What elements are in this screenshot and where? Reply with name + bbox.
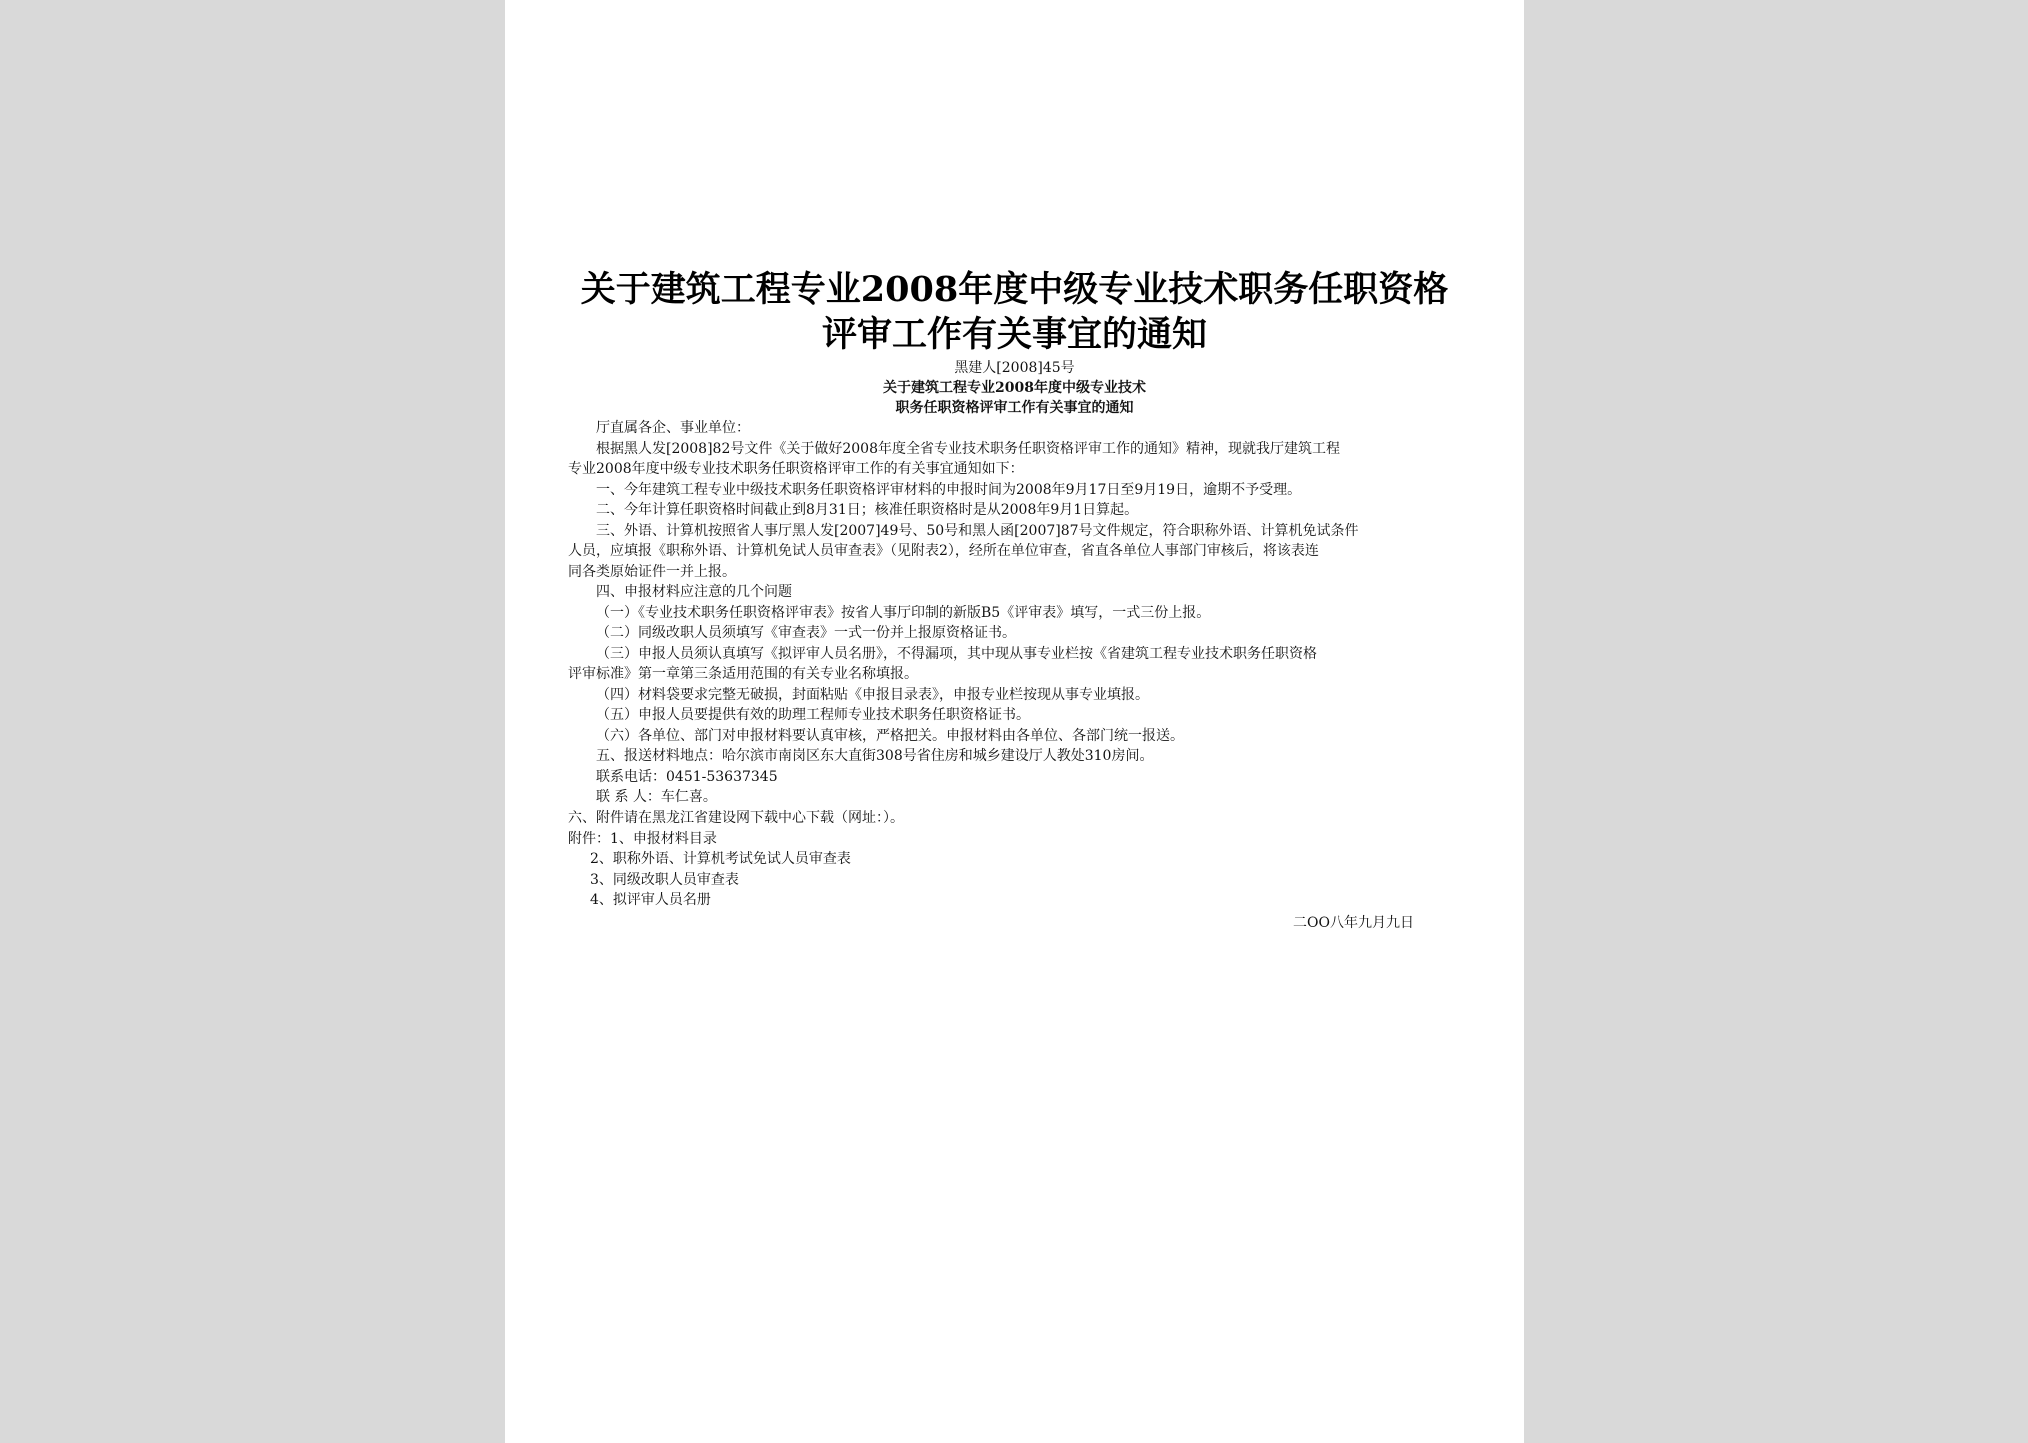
body-line: （三）申报人员须认真填写《拟评审人员名册》，不得漏项，其中现从事专业栏按《省建筑工程专业技术职务任职资格 [596, 646, 1317, 662]
body-line: 二、今年计算任职资格时间截止到8月31日；核准任职资格时是从2008年9月1日算起。 [596, 502, 1139, 518]
body-line: 3、同级改职人员审查表 [590, 872, 739, 888]
body-line: （五）申报人员要提供有效的助理工程师专业技术职务任职资格证书。 [596, 707, 1030, 723]
body-line: 六、附件请在黑龙江省建设网下载中心下载（网址：）。 [568, 810, 904, 826]
document-number: 黑建人[2008]45号 [954, 360, 1075, 376]
body-line: （四）材料袋要求完整无破损，封面粘贴《申报目录表》，申报专业栏按现从事专业填报。 [596, 687, 1149, 703]
document-title-line-1: 关于建筑工程专业2008年度中级专业技术职务任职资格 [580, 269, 1449, 310]
body-line: 专业2008年度中级专业技术职务任职资格评审工作的有关事宜通知如下： [568, 461, 1024, 477]
body-line: 同各类原始证件一并上报。 [568, 564, 736, 580]
body-line: 三、外语、计算机按照省人事厅黑人发[2007]49号、50号和黑人函[2007]87号文件规定，符合职称外语、计算机免试条件 [596, 523, 1359, 539]
body-line: 联 系 人：车仁喜。 [596, 789, 717, 805]
body-line: 评审标准》第一章第三条适用范围的有关专业名称填报。 [568, 666, 918, 682]
document-subtitle-line-1: 关于建筑工程专业2008年度中级专业技术 [883, 380, 1146, 396]
document-page [505, 0, 1524, 1443]
body-line: 根据黑人发[2008]82号文件《关于做好2008年度全省专业技术职务任职资格评审工作的通知》精神，现就我厅建筑工程 [596, 441, 1340, 457]
body-line: 联系电话：0451-53637345 [596, 769, 778, 785]
body-line: 一、今年建筑工程专业中级技术职务任职资格评审材料的申报时间为2008年9月17日至9月19日，逾期不予受理。 [596, 482, 1302, 498]
body-line: 2、职称外语、计算机考试免试人员审查表 [590, 851, 851, 867]
body-line: （二）同级改职人员须填写《审查表》一式一份并上报原资格证书。 [596, 625, 1016, 641]
document-date: 二OO八年九月九日 [1293, 915, 1414, 931]
body-line: （六）各单位、部门对申报材料要认真审核，严格把关。申报材料由各单位、各部门统一报送。 [596, 728, 1184, 744]
body-line: 五、报送材料地点：哈尔滨市南岗区东大直街308号省住房和城乡建设厅人教处310房间。 [596, 748, 1154, 764]
body-line: 4、拟评审人员名册 [590, 892, 711, 908]
body-line: （一）《专业技术职务任职资格评审表》按省人事厅印制的新版B5《评审表》填写，一式三份上报。 [596, 605, 1211, 621]
document-subtitle-line-2: 职务任职资格评审工作有关事宜的通知 [895, 400, 1134, 416]
body-line: 人员，应填报《职称外语、计算机免试人员审查表》（见附表2），经所在单位审查，省直各单位人事部门审核后，将该表连 [568, 543, 1319, 559]
document-title-line-2: 评审工作有关事宜的通知 [821, 314, 1207, 355]
body-line: 附件：1、申报材料目录 [568, 831, 717, 847]
body-line: 厅直属各企、事业单位： [596, 420, 750, 436]
body-line: 四、申报材料应注意的几个问题 [596, 584, 792, 600]
